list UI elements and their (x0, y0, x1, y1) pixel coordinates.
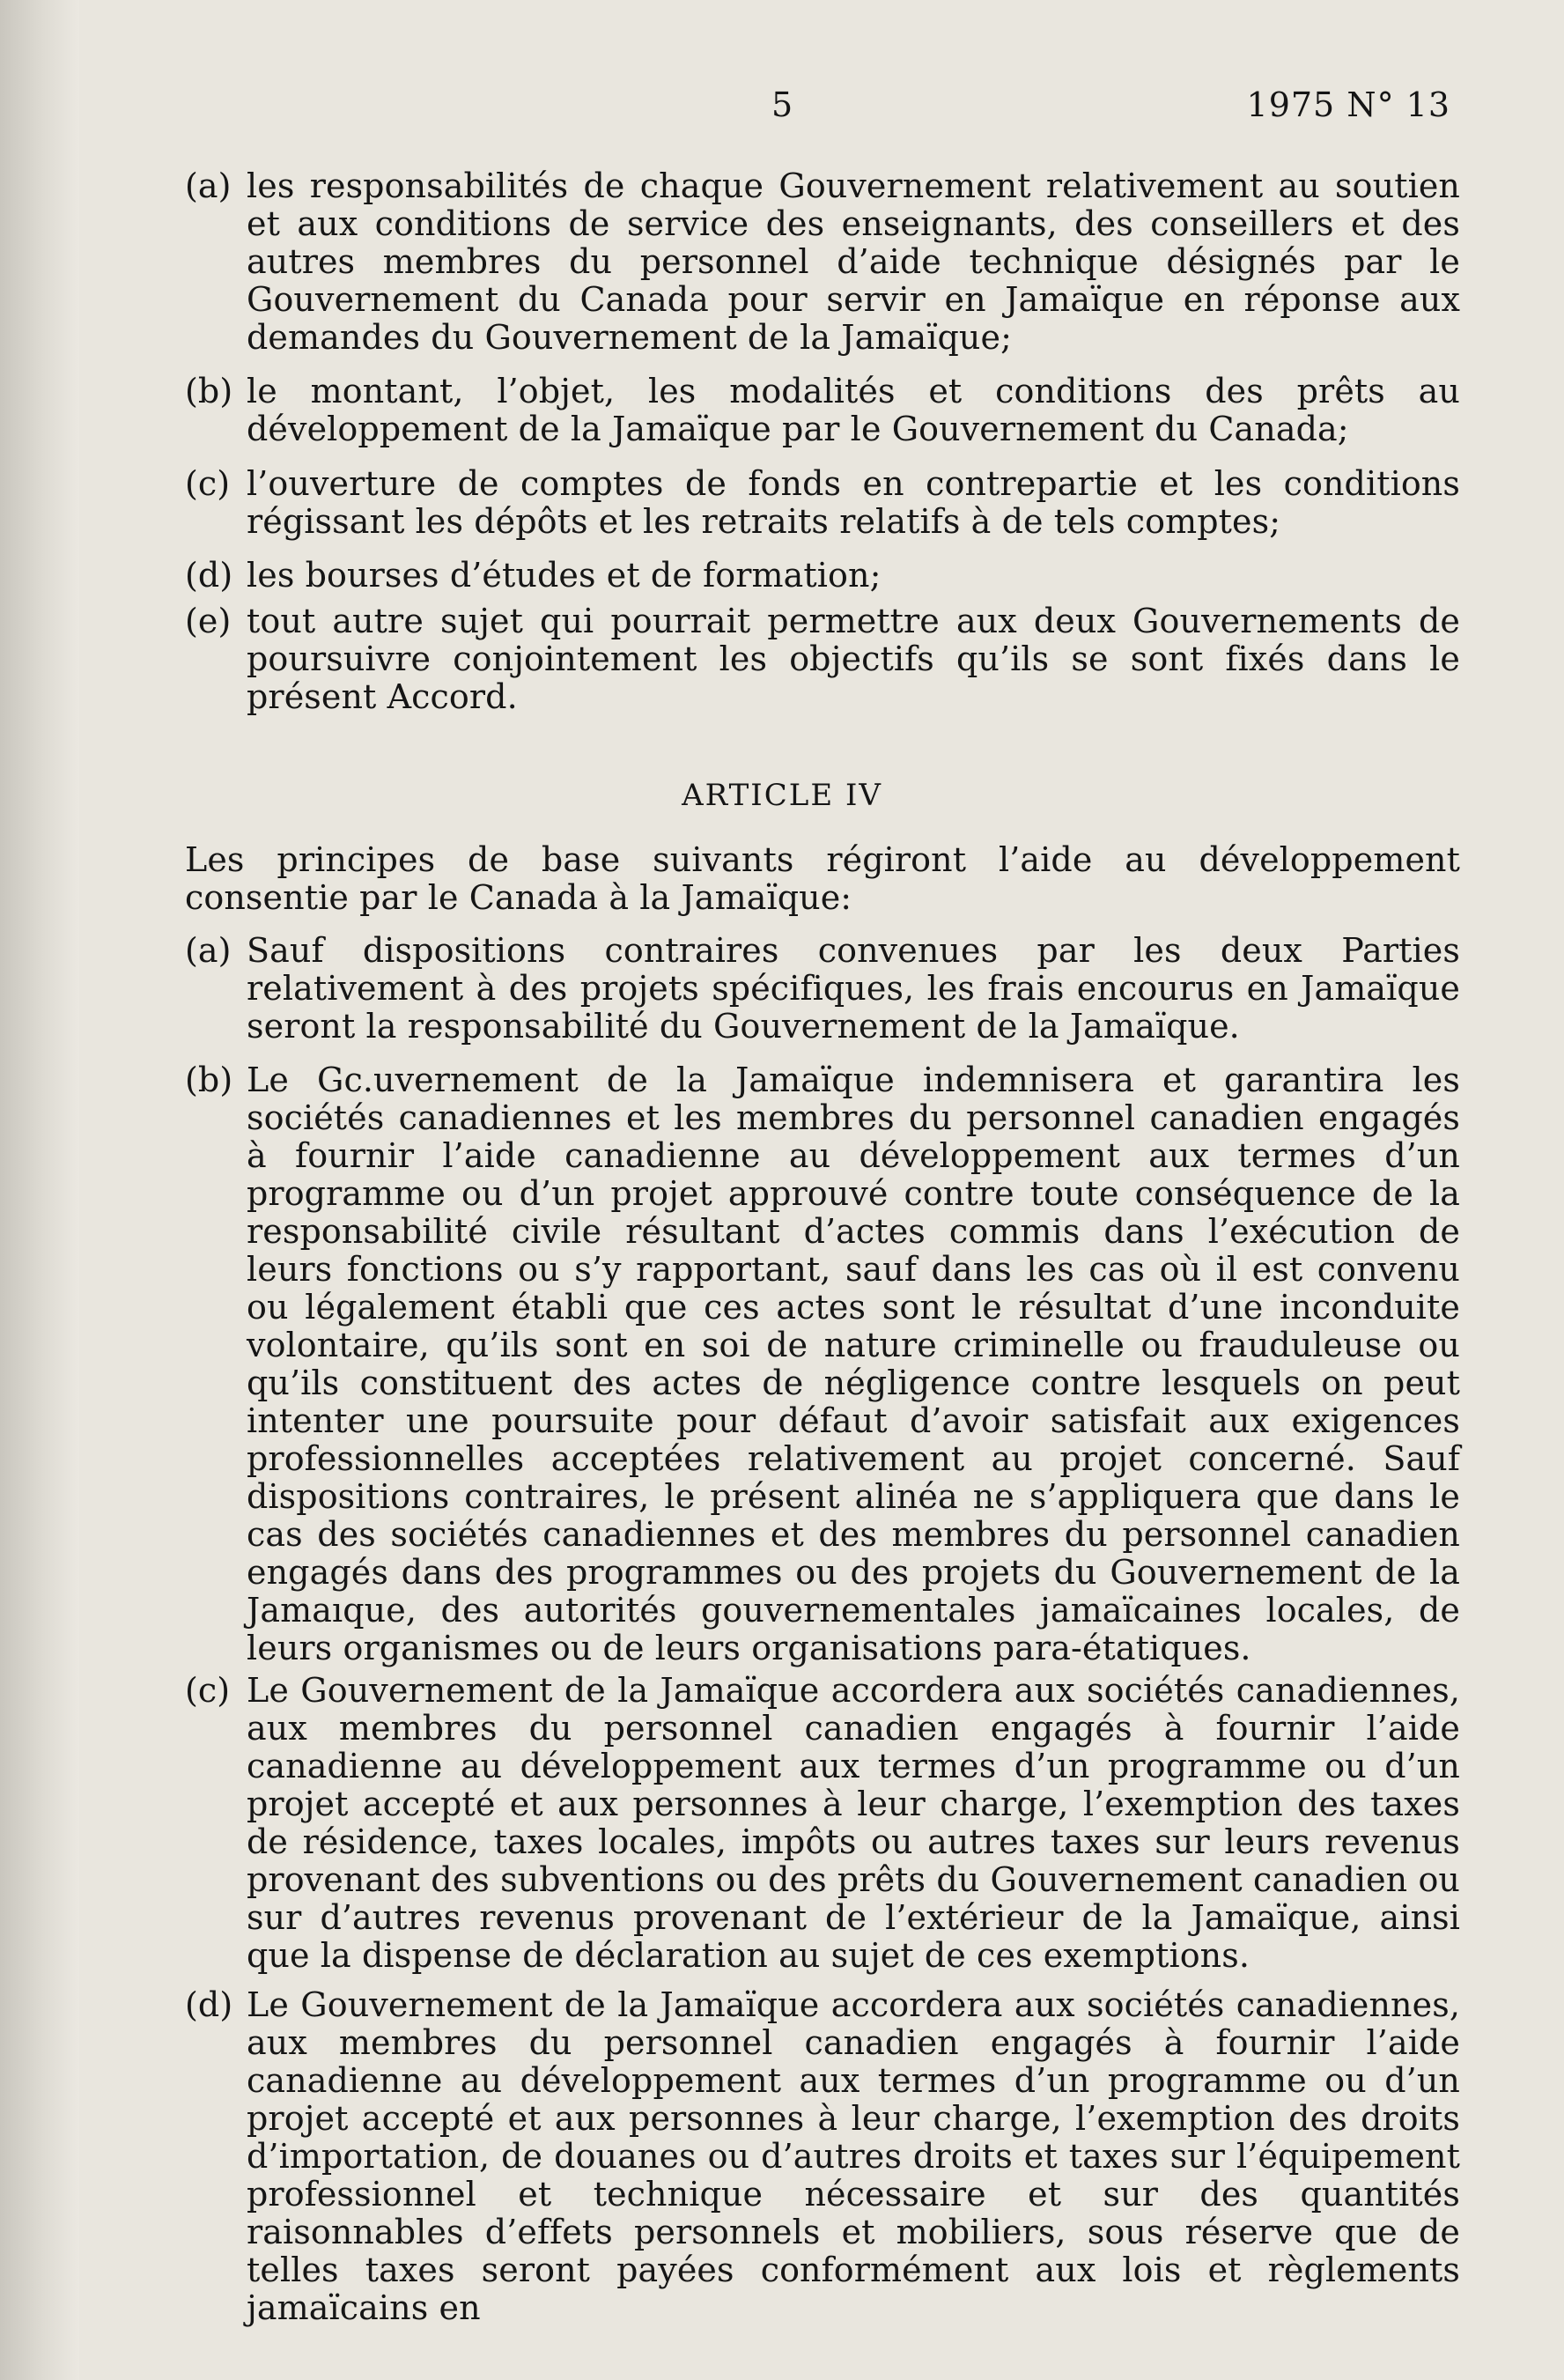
list-item (185, 1061, 1460, 1667)
list-item (185, 373, 1460, 448)
list-marker: (d) (185, 1985, 233, 2024)
list-item (185, 602, 1460, 716)
list-item (185, 932, 1460, 1046)
list-item-text: tout autre sujet qui pourrait permettre aux deux Gouvernements de poursuivre conjointement les objectifs qu’ils se sont fixés dans le présent Accord. (247, 602, 1460, 716)
list-marker: (c) (185, 1671, 231, 1710)
list-item-text: le montant, l’objet, les modalités et conditions des prêts au développement de la Jamaïque par le Gouvernement du Canada; (247, 372, 1460, 448)
list-marker: (d) (185, 556, 233, 595)
list-item-text: Le Gc.uvernement de la Jamaïque indemnisera et garantira les sociétés canadiennes et les membres du personnel canadien engagés à fournir l’aide canadienne au développement aux termes d’un programme ou d’un projet approuvé contre toute conséquence de la responsabilité civile résultant d’actes commis dans l’exécution de leurs fonctions ou s’y rapportant, sauf dans les cas où il est convenu ou légalement établi que ces actes sont le résultat d’une inconduite volontaire, qu’ils sont en soi de nature criminelle ou frauduleuse ou qu’ils constituent des actes de négligence contre lesquels on peut intenter une poursuite pour défaut d’avoir satisfait aux exigences professionnelles acceptées relativement au projet concerné. Sauf dispositions contraires, le présent alinéa ne s’appliquera que dans le cas des sociétés canadiennes et des membres du personnel canadien engagés dans des programmes ou des projets du Gouvernement de la Jamaıque, des autorités gouvernementales jamaïcaines locales, de leurs organismes ou de leurs organisations para-étatiques. (247, 1061, 1460, 1667)
list-item-text: Le Gouvernement de la Jamaïque accordera aux sociétés canadiennes, aux membres du personnel canadien engagés à fournir l’aide canadienne au développement aux termes d’un programme ou d’un projet accepté et aux personnes à leur charge, l’exemption des droits d’importation, de douanes ou d’autres droits et taxes sur l’équipement professionnel et technique nécessaire et sur des quantités raisonnables d’effets personnels et mobiliers, sous réserve que de telles taxes seront payées conformément aux lois et règlements jamaïcains en (247, 1985, 1460, 2327)
list-item (185, 1672, 1460, 1975)
list-item-text: les bourses d’études et de formation; (247, 556, 882, 595)
list-marker: (a) (185, 166, 232, 205)
list-marker: (c) (185, 464, 231, 503)
article-intro (185, 841, 1460, 917)
document-reference: 1975 N° 13 (1246, 85, 1450, 124)
list-marker: (e) (185, 602, 232, 640)
list-item-text: Sauf dispositions contraires convenues par les deux Parties relativement à des projets spécifiques, les frais encourus en Jamaïque seront la responsabilité du Gouvernement de la Jamaïque. (247, 931, 1460, 1046)
list-item-text: l’ouverture de comptes de fonds en contrepartie et les conditions régissant les dépôts et les retraits relatifs à de tels comptes; (247, 464, 1460, 541)
list-item (185, 465, 1460, 541)
list-marker: (a) (185, 931, 232, 970)
list-item-text: les responsabilités de chaque Gouvernement relativement au soutien et aux conditions de service des enseignants, des conseillers et des autres membres du personnel d’aide technique désignés par le Gouvernement du Canada pour servir en Jamaïque en réponse aux demandes du Gouvernement de la Jamaïque; (247, 166, 1460, 357)
list-item (185, 557, 1460, 595)
list-item (185, 167, 1460, 357)
list-marker: (b) (185, 372, 233, 410)
page-header (0, 86, 1564, 130)
article-heading: ARTICLE IV (682, 778, 882, 813)
list-item-text: Le Gouvernement de la Jamaïque accordera aux sociétés canadiennes, aux membres du personnel canadien engagés à fournir l’aide canadienne au développement aux termes d’un programme ou d’un projet accepté et aux personnes à leur charge, l’exemption des taxes de résidence, taxes locales, impôts ou autres taxes sur leurs revenus provenant des subventions ou des prêts du Gouvernement canadien ou sur d’autres revenus provenant de l’extérieur de la Jamaïque, ainsi que la dispense de déclaration au sujet de ces exemptions. (247, 1671, 1460, 1975)
article-intro-text: Les principes de base suivants régiront l’aide au développement consentie par le Canada à la Jamaïque: (185, 840, 1460, 917)
page-number: 5 (771, 85, 793, 124)
list-marker: (b) (185, 1061, 233, 1099)
list-item (185, 1986, 1460, 2327)
